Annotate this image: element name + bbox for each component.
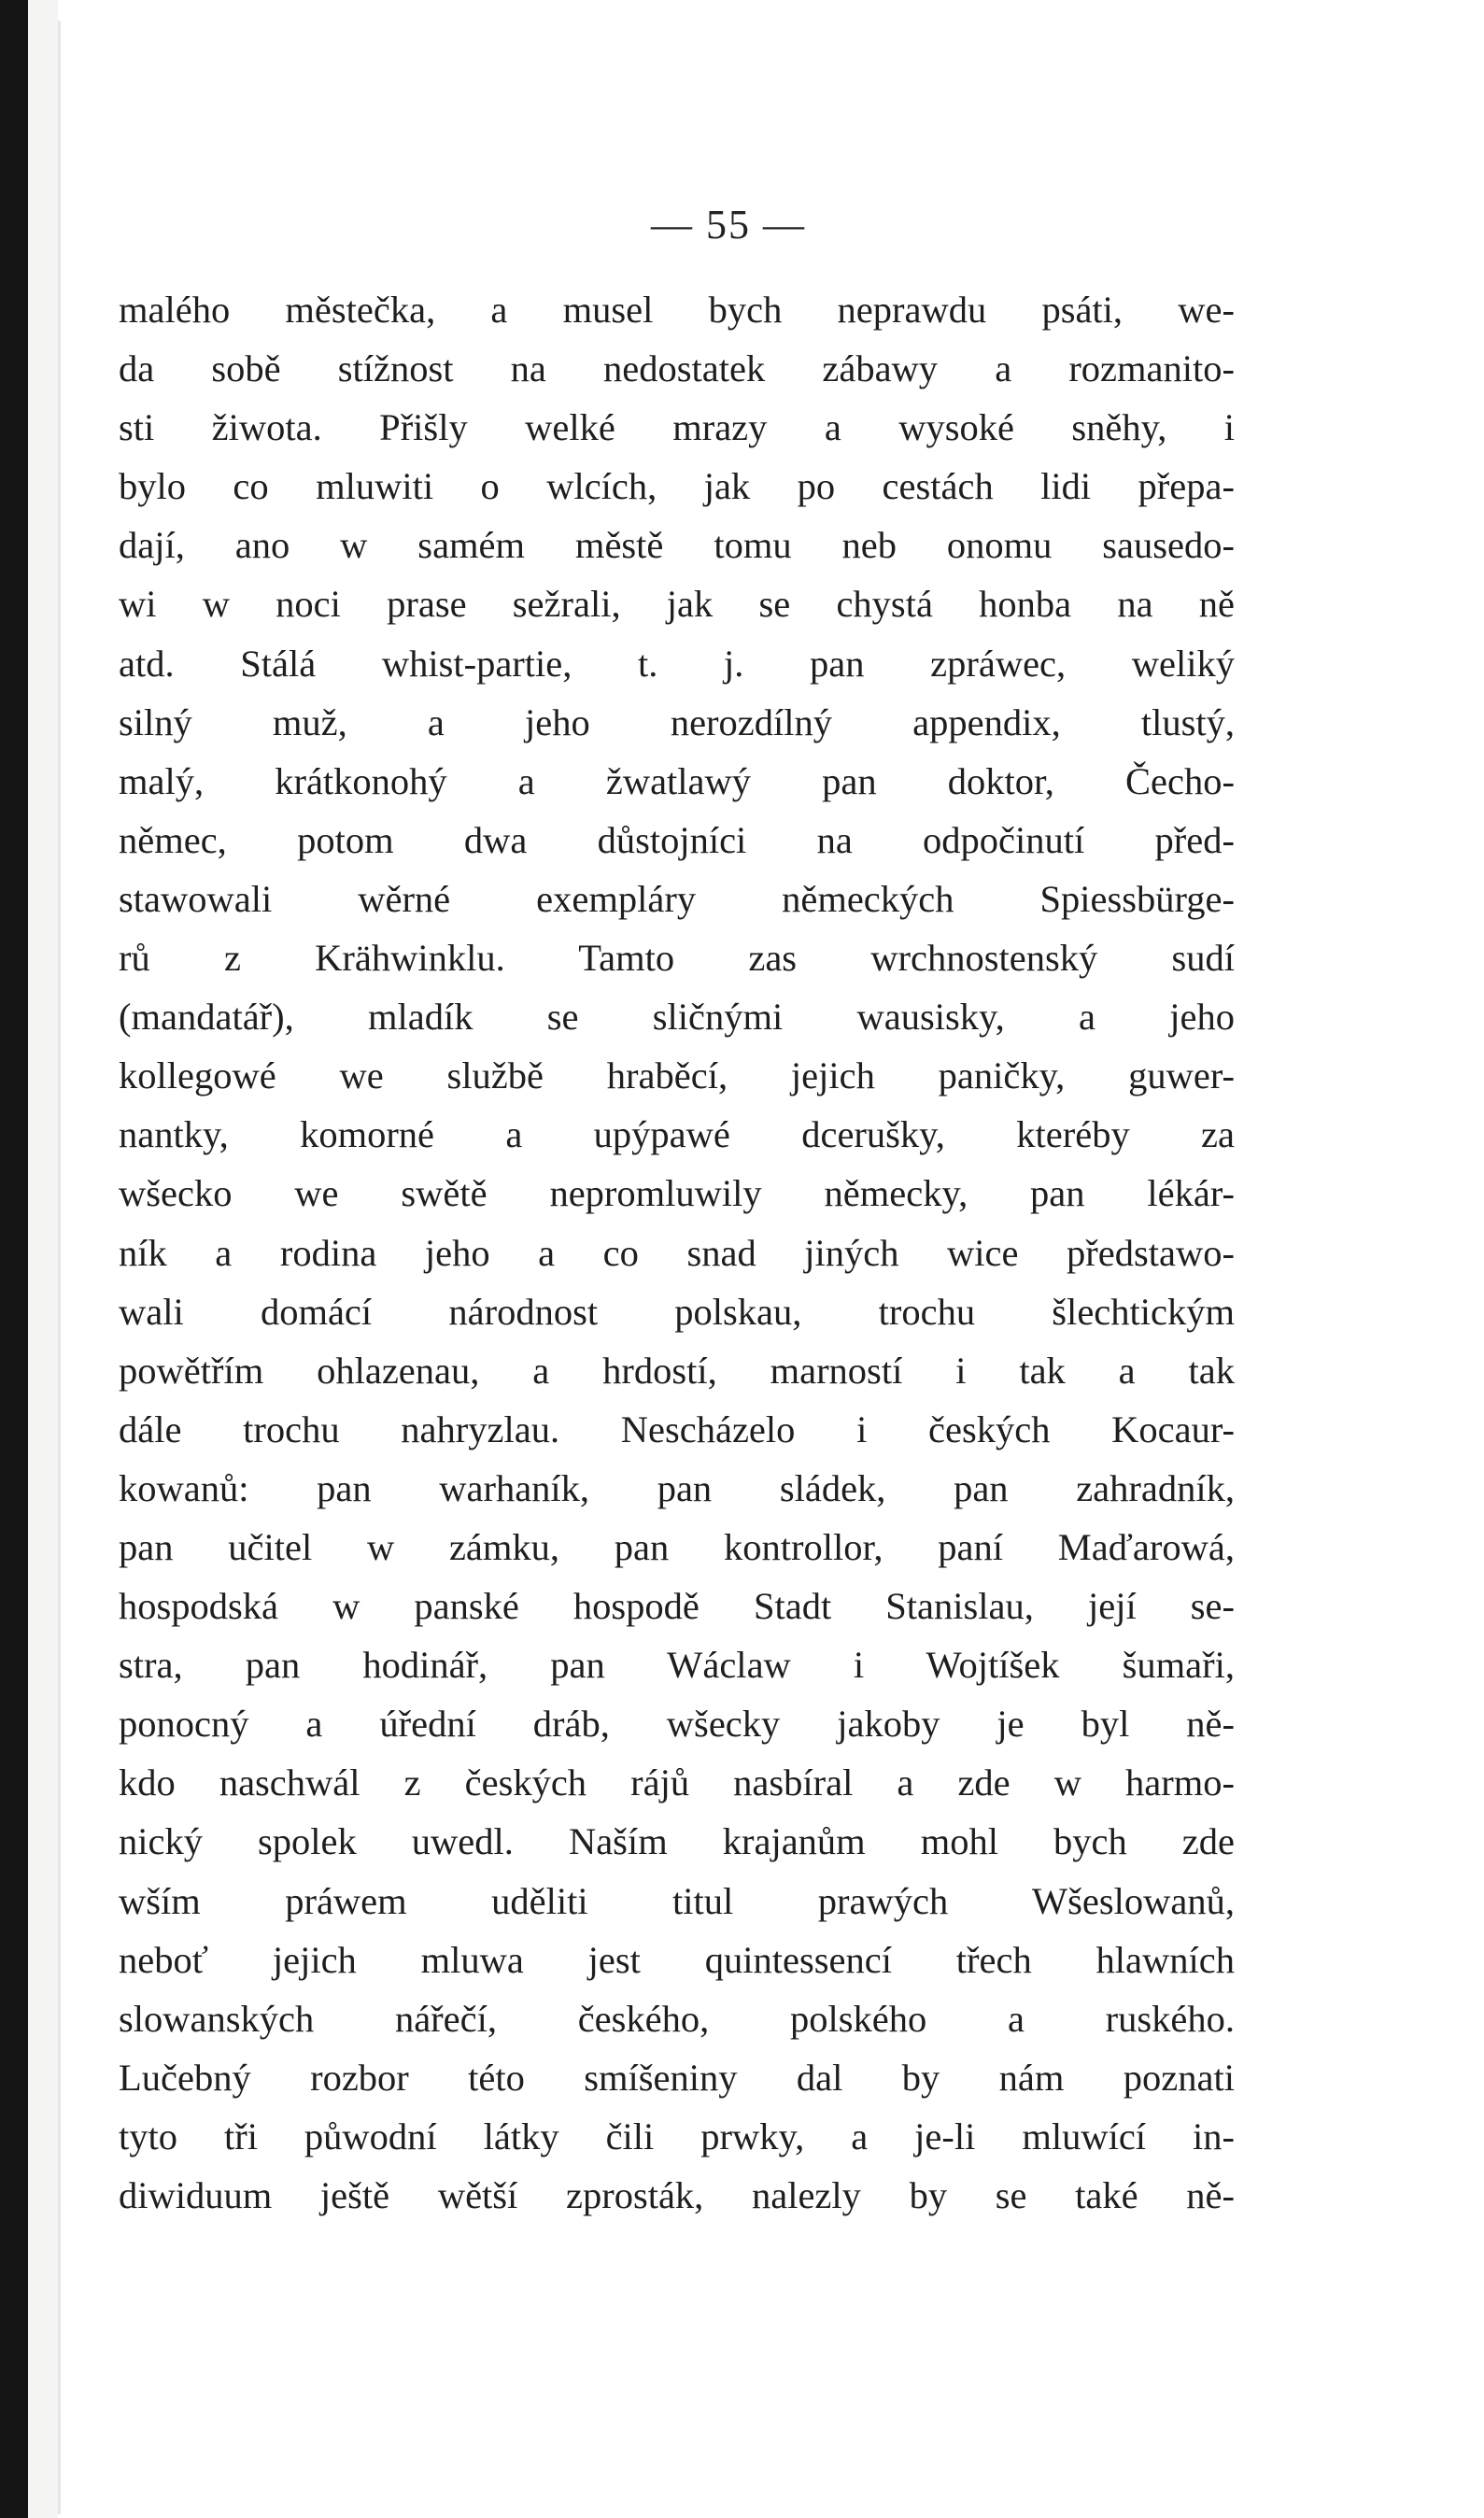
text-line: malého městečka, a musel bych neprawdu psáti, we- [119, 289, 1235, 331]
text-line: nantky, komorné a upýpawé dcerušky, kteréby za [119, 1113, 1235, 1156]
text-line: wali domácí národnost polskau, trochu šlechtickým [119, 1290, 1235, 1333]
text-line: malý, krátkonohý a žwatlawý pan doktor, Čecho- [119, 759, 1235, 802]
text-line: nický spolek uwedl. Naším krajanům mohl bych zde [119, 1820, 1235, 1863]
text-line: tyto tři půwodní látky čili prwky, a je-li mluwící in- [119, 2115, 1235, 2157]
text-line: da sobě stížnost na nedostatek zábawy a rozmanito- [119, 347, 1235, 390]
text-line: neboť jejich mluwa jest quintessencí třech hlawních [119, 1938, 1235, 1981]
text-line: hospodská w panské hospodě Stadt Stanislau, její se- [119, 1585, 1235, 1628]
text-line: atd. Stálá whist-partie, t. j. pan zpráwec, weliký [119, 642, 1235, 685]
text-line: ník a rodina jeho a co snad jiných wice předstawo- [119, 1231, 1235, 1274]
text-line: ponocný a úřední dráb, wšecky jakoby je byl ně- [119, 1703, 1235, 1746]
text-line: němec, potom dwa důstojníci na odpočinutí před- [119, 818, 1235, 861]
text-line: pan učitel w zámku, pan kontrollor, paní Maďarowá, [119, 1525, 1235, 1568]
text-line: rů z Krähwinklu. Tamto zas wrchnostenský sudí [119, 937, 1235, 980]
text-line: powětřím ohlazenau, a hrdostí, marností i tak a tak [119, 1349, 1235, 1392]
text-line: sti žiwota. Přišly welké mrazy a wysoké sněhy, i [119, 406, 1235, 449]
text-line: wším práwem uděliti titul prawých Wšeslowanů, [119, 1879, 1235, 1922]
text-line: silný muž, a jeho nerozdílný appendix, tlustý, [119, 700, 1235, 743]
text-line: stra, pan hodinář, pan Wáclaw i Wojtíšek šumaři, [119, 1644, 1235, 1687]
text-line: slowanských nářečí, českého, polského a ruského. [119, 1997, 1235, 2040]
text-line: (mandatář), mladík se sličnými wausisky, a jeho [119, 996, 1235, 1039]
text-line: wšecko we swětě nepromluwily německy, pan lékár- [119, 1172, 1235, 1215]
text-line: diwiduum ještě wětší zprosták, nalezly by se také ně- [119, 2174, 1235, 2216]
text-line: kollegowé we službě hraběcí, jejich paničky, guwer- [119, 1054, 1235, 1097]
text-line: wi w noci prase sežrali, jak se chystá honba na ně [119, 583, 1235, 626]
text-line: stawowali wěrné exempláry německých Spiessbürge- [119, 877, 1235, 920]
text-line: kowanů: pan warhaník, pan sládek, pan zahradník, [119, 1466, 1235, 1509]
text-line: dají, ano w samém městě tomu neb onomu sausedo- [119, 524, 1235, 567]
page-gutter [28, 0, 58, 2518]
book-spine-edge [0, 0, 28, 2518]
text-line: kdo naschwál z českých rájů nasbíral a zde w harmo- [119, 1761, 1235, 1804]
text-line: Lučebný rozbor této smíšeniny dal by nám poznati [119, 2056, 1235, 2099]
text-line: bylo co mluwiti o wlcích, jak po cestách lidi přepa- [119, 465, 1235, 508]
page-number: — 55 — [651, 202, 806, 248]
body-text [119, 280, 1235, 2225]
text-line: dále trochu nahryzlau. Nescházelo i českých Kocaur- [119, 1408, 1235, 1450]
